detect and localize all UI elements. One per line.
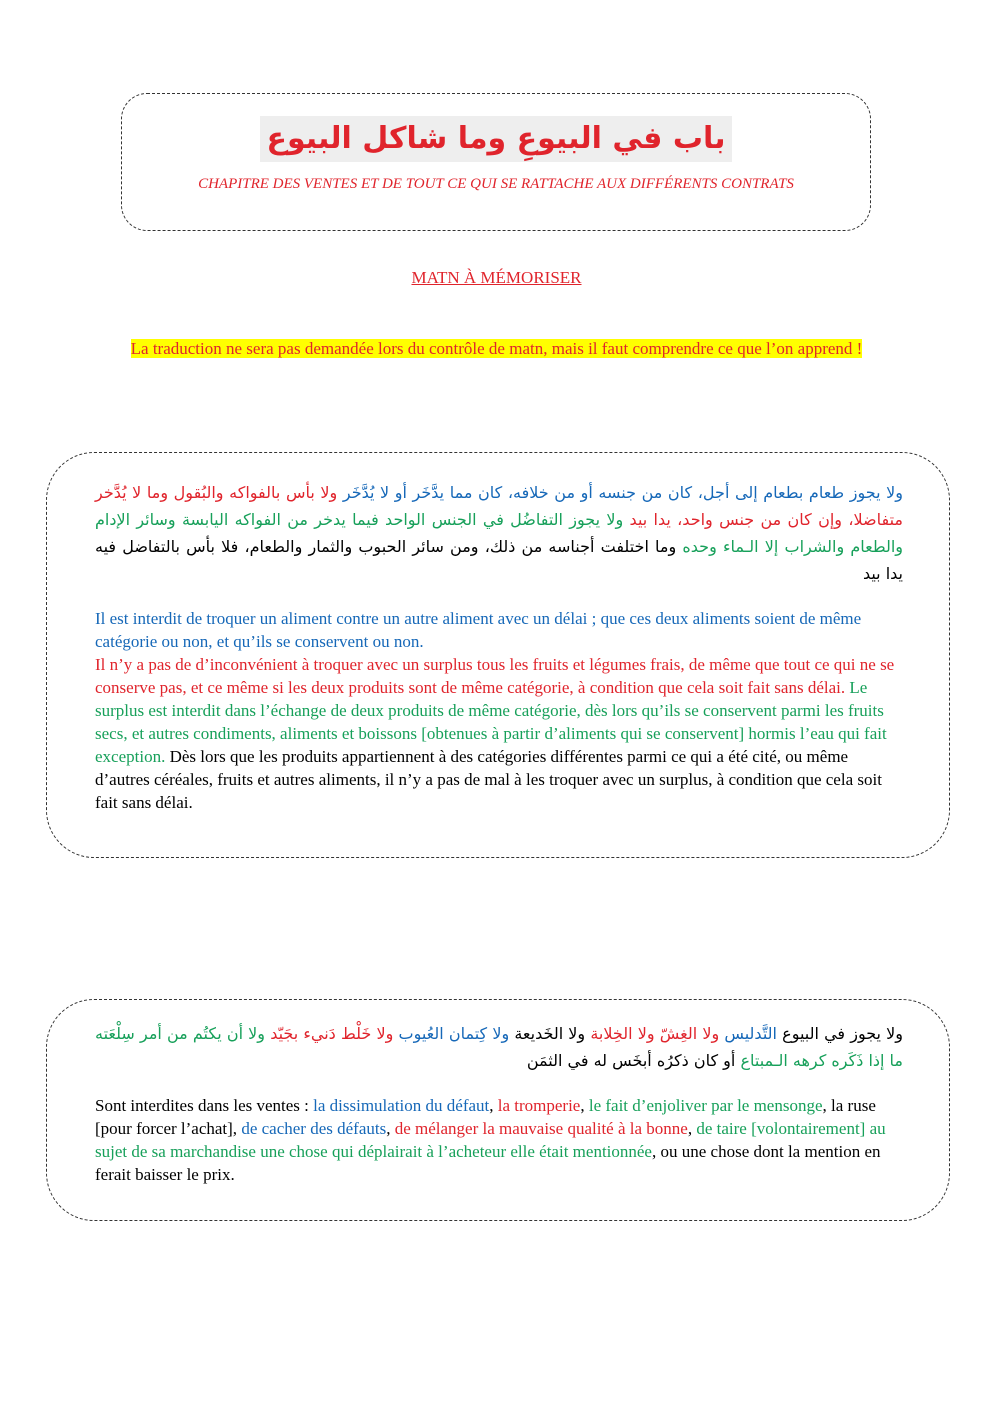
section-1-arabic: ولا يجوز طعام بطعام إلى أجل، كان من جنسه أو من خلافه، كان مما يدَّخَر أو لا يُدَّخَر ولا بأس بالفواكه والبُقول وما لا يُدَّخر متفاضلا، وإن كان من جنس واحد، يدا بيد ولا يجوز التفاضُل في الجنس الواحد فيما يدخر من الفواكه اليابسة وسائر الإدام والطعام والشراب إلا الـماء وحده وما اختلفت أجناسه من ذلك، ومن سائر الحبوب والثمار والطعام، فلا بأس بالتفاضل فيه يدا بيد <box>95 483 904 583</box>
chapter-title-box <box>121 93 871 231</box>
section-1-french-p1: Il est interdit de troquer un aliment contre un autre aliment avec un délai ; que ces deux aliments soient de même catégorie ou non, et qu’ils se conservent ou non. <box>95 609 862 651</box>
section-1-box <box>46 452 950 858</box>
matn-heading: MATN À MÉMORISER <box>411 268 582 287</box>
chapter-title-french: CHAPITRE DES VENTES ET DE TOUT CE QUI SE RATTACHE AUX DIFFÉRENTS CONTRATS <box>198 176 794 192</box>
notice-text: La traduction ne sera pas demandée lors du contrôle de matn, mais il faut comprendre ce que l’on apprend ! <box>130 339 863 358</box>
section-1-french-p2: Il n’y a pas de d’inconvénient à troquer avec un surplus tous les fruits et légumes frais, de même que tout ce qui ne se conserve pas, et ce même si les deux produits sont de même catégorie, à condition que cela soit fait sans délai. Le surplus est interdit dans l’échange de deux produits de même catégorie, dès lors qu’ils se conservent parmi les fruits secs, et autres condiments, aliments et boissons [obtenues à partir d’aliments qui se conservent] hormis l’eau qui fait exception. Dès lors que les produits appartiennent à des catégories différentes parmi ce qui a été cité, ou même d’autres céréales, fruits et autres aliments, il n’y a pas de mal à les troquer avec un surplus, à condition que cela soit fait sans délai. <box>95 655 895 812</box>
section-2-french: Sont interdites dans les ventes : la dissimulation du défaut, la tromperie, le fait d’enjoliver par le mensonge, la ruse [pour forcer l’achat], de cacher des défauts, de mélanger la mauvaise qualité à la bonne, de taire [volontairement] au sujet de sa marchandise une chose qui déplairait à l’acheteur elle était mentionnée, ou une chose dont la mention en ferait baisser le prix. <box>95 1096 886 1184</box>
section-2-arabic: ولا يجوز في البيوع التَّدليس ولا الغِشّ ولا الخِلابة ولا الخَديعة ولا كِتمان العُيوب ولا خَلْط دَنيء بجَيّد ولا أن يكتُم من أمر سِلْعَته ما إذا ذَكَره كرهه الـمبتاع أو كان ذكرُه أبخَس له في الثمَن <box>95 1024 904 1070</box>
section-2-box <box>46 999 950 1221</box>
chapter-title-arabic: باب في البيوعِ وما شاكل البيوع <box>260 116 731 162</box>
